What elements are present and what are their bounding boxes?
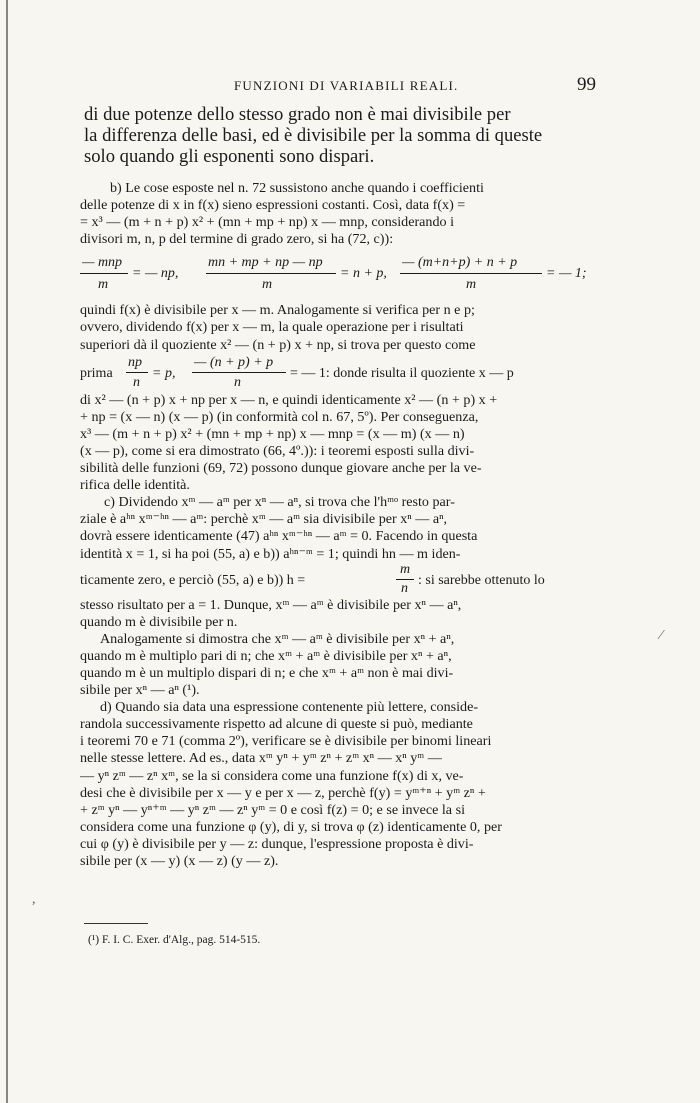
page-number: 99	[577, 74, 596, 95]
text-line: ziale è aʰⁿ xᵐ⁻ʰⁿ — aᵐ: perchè xᵐ — aᵐ sia divisibile per xⁿ — aⁿ,	[80, 511, 448, 528]
text-line: = x³ — (m + n + p) x² + (mn + mp + np) x — mnp, considerando i	[80, 214, 454, 231]
prima-frac-a-denominator: n	[133, 374, 140, 390]
prima-label: prima	[80, 365, 113, 381]
text-line: Analogamente si dimostra che xᵐ — aᵐ è divisibile per xⁿ + aⁿ,	[100, 630, 455, 647]
h-frac-denominator: n	[401, 580, 408, 596]
paragraph-b-cont	[80, 302, 594, 353]
text-line: stesso risultato per a = 1. Dunque, xᵐ — aᵐ è divisibile per xⁿ — aⁿ,	[80, 596, 462, 613]
fraction-2-bar	[206, 273, 336, 274]
text-line: delle potenze di x in f(x) sieno espressioni costanti. Così, data f(x) =	[80, 197, 466, 214]
text-line: d) Quando sia data una espressione contenente più lettere, conside-	[100, 699, 479, 716]
running-header	[84, 76, 596, 100]
footnote: (¹) F. I. C. Exer. d'Alg., pag. 514-515.	[88, 934, 261, 946]
text-line: b) Le cose esposte nel n. 72 sussistono anche quando i coefficienti	[110, 180, 484, 196]
text-line: + zᵐ yⁿ — yⁿ⁺ᵐ — yⁿ zᵐ — zⁿ yᵐ = 0 e così f(z) = 0; e se invece la si	[80, 801, 465, 818]
fraction-2-denominator: m	[262, 277, 273, 293]
text-line: i teoremi 70 e 71 (comma 2º), verificare se è divisibile per binomi lineari	[80, 733, 492, 750]
running-title: FUNZIONI DI VARIABILI REALI.	[234, 78, 459, 93]
paragraph-c-analog	[80, 631, 594, 699]
fraction-3-denominator: m	[466, 277, 477, 293]
prima-frac-b-result: = — 1: donde risulta il quoziente x — p	[290, 365, 514, 381]
text-line: desi che è divisibile per x — y e per x — z, perchè f(y) = yᵐ⁺ⁿ + yᵐ zⁿ +	[80, 784, 486, 801]
fraction-1-bar	[80, 273, 128, 274]
paragraph-c	[80, 494, 594, 562]
fraction-1-denominator: m	[98, 277, 109, 293]
h-fraction-line	[80, 563, 594, 597]
text-line: (x — p), come si era dimostrato (66, 4º.)): i teoremi esposti sulla divi-	[80, 442, 475, 459]
text-line: — yⁿ zᵐ — zⁿ xᵐ, se la si considera come una funzione f(x) di x, ve-	[80, 767, 464, 784]
fraction-2-result: = n + p,	[340, 266, 387, 282]
h-frac-numerator: m	[400, 561, 411, 577]
text-line: quando m è divisibile per n.	[80, 613, 238, 630]
prima-frac-b-bar	[192, 372, 286, 373]
page-edge-shadow	[6, 0, 8, 1103]
text-line: cui φ (y) è divisibile per y — z: dunque, l'espressione proposta è divi-	[80, 835, 474, 852]
fraction-3-result: = — 1;	[546, 266, 587, 282]
text-line: di due potenze dello stesso grado non è mai divisibile per	[84, 104, 511, 125]
text-line: la differenza delle basi, ed è divisibile per la somma di queste	[84, 125, 543, 146]
text-line: divisori m, n, p del termine di grado zero, si ha (72, c)):	[80, 231, 394, 248]
text-line: considera come una funzione φ (y), di y, si trova φ (z) identicamente 0, per	[80, 818, 502, 835]
text-line: nelle stesse lettere. Ad es., data xᵐ yⁿ + yᵐ zⁿ + zᵐ xⁿ — xⁿ yᵐ —	[80, 750, 442, 767]
text-line: identità x = 1, si ha poi (55, a) e b)) aʰⁿ⁻ᵐ = 1; quindi hn — m iden-	[80, 545, 461, 562]
fraction-equations	[80, 254, 594, 298]
text-line: quando m è un multiplo dispari di n; e che xᵐ + aᵐ non è mai divi-	[80, 664, 454, 681]
text-line: rifica delle identità.	[80, 477, 190, 494]
text-line: solo quando gli esponenti sono dispari.	[84, 146, 375, 167]
paragraph-c-cont	[80, 597, 594, 631]
footnote-rule	[84, 923, 148, 924]
prima-frac-b-denominator: n	[234, 374, 241, 390]
text-line: sibile per xⁿ — aⁿ (¹).	[80, 682, 200, 699]
paragraph-d	[80, 699, 594, 870]
text-line: x³ — (m + n + p) x² + (mn + mp + np) x — mnp = (x — m) (x — n)	[80, 425, 465, 442]
text-line: quindi f(x) è divisibile per x — m. Analogamente si verifica per n e p;	[80, 302, 475, 319]
text-line: ovvero, dividendo f(x) per x — m, la quale operazione per i risultati	[80, 319, 464, 336]
margin-mark: ⁄	[660, 628, 663, 643]
text-line: sibilità delle funzioni (69, 72) possono dunque giovare anche per la ve-	[80, 460, 482, 477]
margin-mark: ,	[32, 892, 36, 907]
fraction-3-numerator: — (m+n+p) + n + p	[402, 255, 518, 271]
h-frac-rest: : si sarebbe ottenuto lo	[418, 572, 545, 588]
lead-paragraph	[84, 104, 592, 167]
fraction-1-numerator: — mnp	[82, 255, 123, 271]
text-line: di x² — (n + p) x + np per x — n, e quindi identicamente x² — (n + p) x +	[80, 391, 498, 408]
text-line: superiori dà il quoziente x² — (n + p) x + np, si trova per questo come	[80, 336, 476, 353]
prima-frac-a-bar	[126, 372, 148, 373]
prima-frac-a-numerator: np	[128, 354, 142, 370]
text-line: randola successivamente rispetto ad alcune di queste si può, mediante	[80, 716, 473, 733]
prima-frac-b-numerator: — (n + p) + p	[194, 354, 274, 370]
text-line: c) Dividendo xᵐ — aᵐ per xⁿ — aⁿ, si trova che l'hᵐᵒ resto par-	[104, 494, 455, 511]
fraction-1-result: = — np,	[132, 266, 179, 282]
text-line: + np = (x — n) (x — p) (in conformità col n. 67, 5º). Per conseguenza,	[80, 408, 479, 425]
body-text	[80, 180, 594, 870]
prima-frac-a-result: = p,	[152, 365, 176, 381]
text-line: quando m è multiplo pari di n; che xᵐ + aᵐ è divisibile per xⁿ + aⁿ,	[80, 647, 452, 664]
h-frac-lead: ticamente zero, e perciò (55, a) e b)) h =	[80, 572, 306, 588]
paragraph-b	[80, 180, 594, 248]
fraction-2-numerator: mn + mp + np — np	[208, 255, 323, 271]
text-line: sibile per (x — y) (x — z) (y — z).	[80, 853, 279, 869]
fraction-3-bar	[400, 273, 542, 274]
paragraph-b-end	[80, 392, 594, 495]
text-line: dovrà essere identicamente (47) aʰⁿ xᵐ⁻ʰⁿ — aᵐ = 0. Facendo in questa	[80, 528, 478, 545]
prima-fraction-line	[80, 354, 594, 392]
